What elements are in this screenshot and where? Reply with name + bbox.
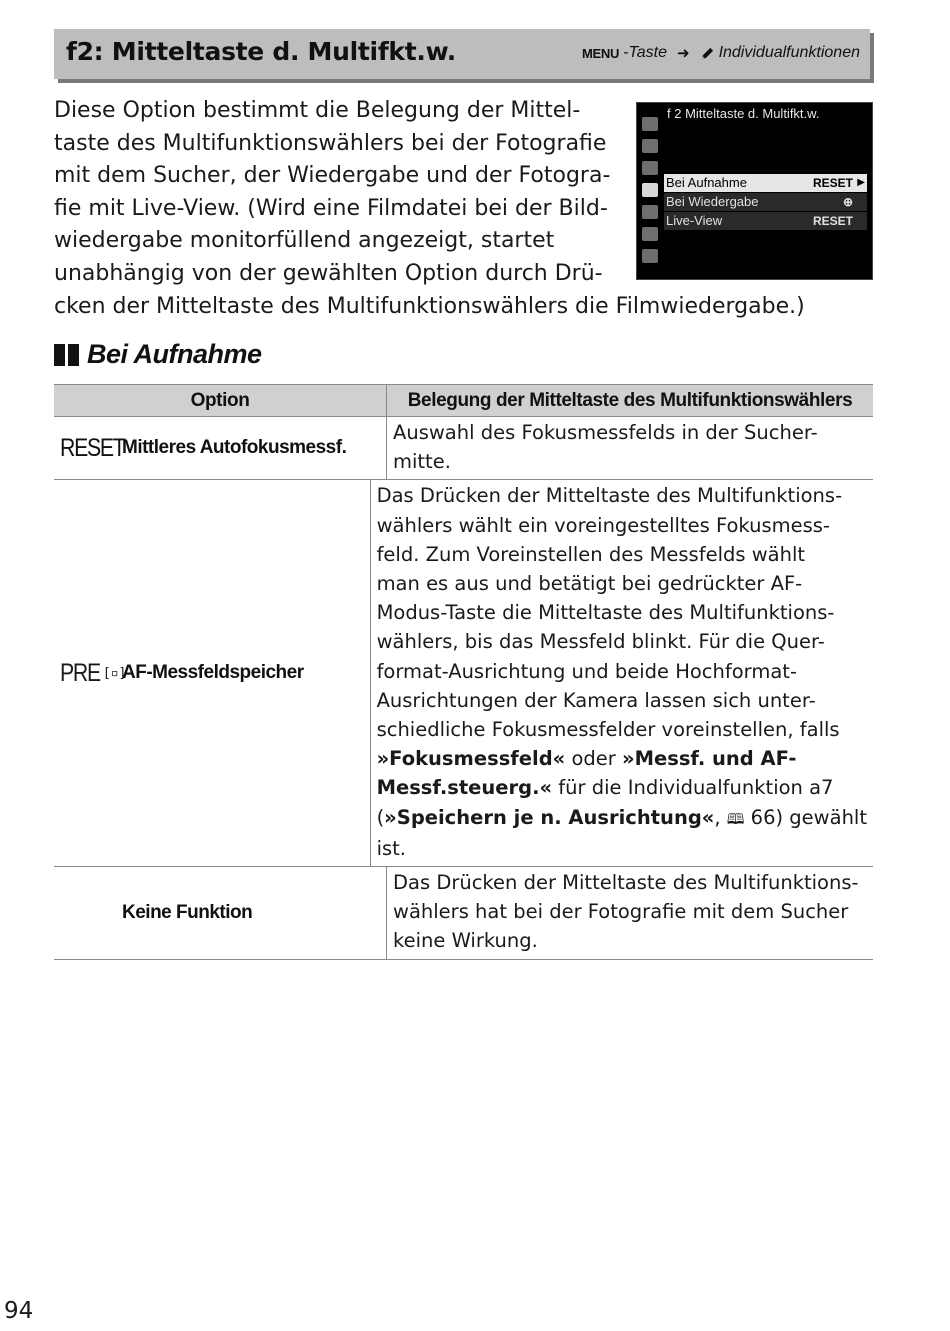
description-line: Auswahl des Fokusmessfelds in der Sucher-: [393, 421, 818, 444]
column-header-description: Belegung der Mitteltaste des Multifunktionswählers: [407, 389, 853, 411]
retouch-icon: [642, 227, 658, 241]
camera-menu-row: [664, 212, 867, 230]
description-line: man es aus und betätigt bei gedrückter AF-: [376, 572, 803, 596]
camera-row-label: Bei Aufnahme: [666, 175, 747, 190]
page-title: f2: Mitteltaste d. Multifkt.w.: [66, 37, 456, 66]
table-row: [54, 480, 873, 867]
description-line: Ausrichtungen der Kamera lassen sich unter-: [376, 688, 816, 712]
menu-reference: Messf.steuerg.«: [376, 776, 553, 800]
crumb-taste: -Taste: [623, 44, 667, 61]
description-cell: [371, 480, 873, 866]
description-line: feld. Zum Voreinstellen des Messfelds wählt: [376, 542, 806, 566]
option-label: AF-Messfeldspeicher: [122, 662, 304, 684]
crumb-section: Individualfunktionen: [718, 44, 860, 61]
description-line: wählers wählt ein voreingestelltes Fokusmess-: [376, 513, 830, 537]
text-run: 66) gewählt: [744, 805, 867, 829]
description-line: [377, 744, 867, 773]
section-heading: [54, 339, 262, 370]
description-cell: [387, 417, 873, 479]
intro-line: taste des Multifunktionswählers bei der Fotografie: [54, 130, 607, 156]
option-label: Keine Funktion: [122, 901, 253, 923]
description-line: schiedliche Fokusmessfelder voreinstellen, falls: [376, 718, 840, 742]
menu-reference: »Fokusmessfeld«: [376, 747, 566, 771]
camera-icon: [642, 139, 658, 153]
movie-icon: [642, 161, 658, 175]
description-line: wählers hat bei der Fotografie mit dem Sucher: [393, 900, 849, 924]
camera-menu-title: f 2 Mitteltaste d. Multifkt.w.: [667, 106, 820, 121]
intro-line: Diese Option bestimmt die Belegung der Mittel-: [54, 98, 581, 123]
description-line: [377, 773, 867, 802]
text-run: oder: [565, 747, 622, 771]
option-cell: [54, 417, 387, 479]
menu-reference: »Speichern je n. Ausrichtung«: [384, 805, 715, 829]
menu-reference: »Messf. und AF-: [621, 747, 797, 771]
camera-menu-screenshot: [636, 102, 873, 280]
description-line: ist.: [376, 836, 406, 860]
text-run: ,: [714, 805, 727, 829]
options-table: [54, 384, 873, 960]
breadcrumb: [582, 44, 860, 62]
camera-row-value: RESET: [812, 176, 853, 190]
playback-menu-icon: [642, 117, 658, 131]
intro-line: fie mit Live-View. (Wird eine Filmdatei bei der Bild-: [54, 195, 608, 221]
pencil-icon: [700, 46, 715, 61]
description-line: format-Ausrichtung und beide Hochformat-: [376, 659, 797, 683]
wrench-icon: [642, 205, 658, 219]
table-row: [54, 867, 873, 960]
camera-menu-row: [664, 193, 867, 211]
menu-button-label: MENU: [582, 45, 620, 61]
text-run: (: [376, 805, 385, 829]
intro-line: wiedergabe monitorfüllend angezeigt, startet: [54, 228, 555, 254]
intro-line: mit dem Sucher, der Wiedergabe und der Fotogra-: [54, 163, 611, 189]
preset-icon-text: PRE: [60, 658, 100, 687]
camera-menu-sidebar: [640, 109, 660, 275]
page-header: [54, 29, 870, 79]
section-marker-icon: [54, 344, 79, 366]
description-line: wählers, bis das Messfeld blinkt. Für die Quer-: [376, 630, 825, 654]
description-line: keine Wirkung.: [393, 929, 538, 953]
camera-row-value: RESET: [812, 214, 853, 228]
option-cell: [54, 480, 371, 866]
section-title: Bei Aufnahme: [87, 339, 262, 369]
pencil-icon: [642, 183, 658, 197]
table-row: [54, 417, 873, 480]
option-label: Mittleres Autofokusmessf.: [122, 437, 347, 459]
description-line: [377, 803, 867, 834]
camera-row-label: Bei Wiedergabe: [666, 194, 759, 209]
table-header: [54, 385, 873, 417]
column-header-option: Option: [54, 385, 387, 416]
camera-row-label: Live-View: [666, 213, 723, 228]
option-cell: [54, 867, 387, 959]
description-line: Modus-Taste die Mitteltaste des Multifunktions-: [376, 601, 835, 625]
preset-focus-point-icon: [60, 658, 127, 688]
text-run: für die Individualfunktion a7: [552, 776, 834, 800]
page-number: 94: [4, 1298, 34, 1324]
description-line: Das Drücken der Mitteltaste des Multifunktions-: [376, 484, 843, 508]
arrow-right-icon: ➜: [676, 45, 690, 62]
my-menu-icon: [642, 249, 658, 263]
description-line: mitte.: [393, 450, 451, 474]
zoom-icon: ⊕: [842, 195, 853, 209]
description-cell: [387, 867, 873, 959]
reset-icon: RESET: [60, 433, 125, 462]
book-icon: 🕮: [726, 809, 745, 828]
description-line: Das Drücken der Mitteltaste des Multifunktions-: [393, 871, 859, 895]
triangle-right-icon: ▶: [857, 177, 865, 188]
camera-menu-row: [664, 174, 867, 192]
focus-point-icon: [▫]: [102, 665, 127, 681]
intro-line: unabhängig von der gewählten Option durch Drü-: [54, 260, 603, 286]
intro-line: cken der Mitteltaste des Multifunktionswählers die Filmwiedergabe.): [54, 293, 805, 319]
